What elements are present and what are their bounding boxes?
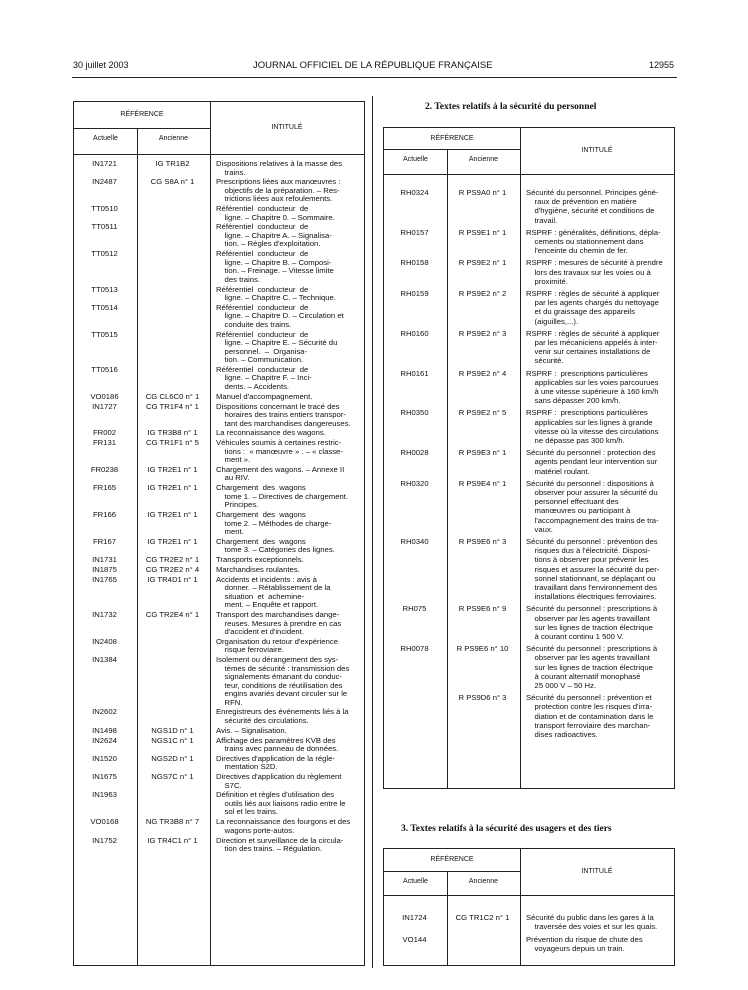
intitule-text: Sécurité du personnel : protection des agents pendant leur intervention sur matériel roulant. <box>526 448 658 476</box>
intitule-header: INTITULÉ <box>271 124 303 131</box>
ref-ancienne: NGS1D n° 1 <box>151 725 194 735</box>
intitule-text: Prescriptions liées aux manœuvres : objectifs de la préparation. – Res- trictions liées aux refoulements. <box>216 177 341 204</box>
intitule-text: Isolement ou dérangement des sys- tèmes de sécurité : transmission des signalements émanant du conduc- teur, conditions de réutilisation des engins avariés devant circuler sur le RFN. <box>216 655 350 707</box>
ref-ancienne: IG TR2E1 n° 1 <box>147 536 198 546</box>
intitule-text: Affichage des paramètres KVB des trains avec panneau de données. <box>216 735 339 754</box>
reference-header: RÉFÉRENCE <box>120 111 164 118</box>
ref-actuelle: RH0161 <box>400 368 429 378</box>
intitule-text: Organisation du retour d'expérience risque ferroviaire. <box>216 636 338 655</box>
ref-actuelle: IN1752 <box>92 835 117 845</box>
intitule-text: Directives d'application du règlement S7C. <box>216 772 342 790</box>
ref-ancienne: IG TR2E1 n° 1 <box>147 483 198 493</box>
ref-ancienne: R PS9E2 n° 1 <box>458 258 507 268</box>
intitule-text: Sécurité du personnel : prévention des risques dus à l'électricité. Disposi- tions à observer pour prévenir les risques et assurer la sécurité du per- sonnel stationnant, se déplaçant ou travaillant dans l'environnement des installations électriques ferroviaires. <box>526 537 660 602</box>
ref-actuelle: IN1765 <box>92 574 117 584</box>
ref-ancienne: CG TR1F1 n° 5 <box>146 438 199 448</box>
ref-ancienne: IG TR2E1 n° 1 <box>147 464 198 474</box>
ref-actuelle: RH0340 <box>400 537 429 546</box>
ref-actuelle: IN1721 <box>92 159 117 168</box>
ref-ancienne: NGS2D n° 1 <box>151 753 194 763</box>
ref-actuelle: FR166 <box>92 510 117 520</box>
ref-ancienne: CG TR1C2 n° 1 <box>455 913 510 922</box>
ref-actuelle: IN1384 <box>92 655 117 665</box>
header-divider-bottom <box>74 154 364 155</box>
intitule-text: Sécurité du personnel. Principes géné- raux de prévention en matière d'hygiène, sécurité et conditions de travail. <box>526 188 659 225</box>
ref-ancienne: IG TR4C1 n° 1 <box>147 835 198 845</box>
intitule-text: Enregistreurs des événements liés à la sécurité des circulations. <box>216 707 349 725</box>
section2-title: 2. Textes relatifs à la sécurité du personnel <box>425 102 597 112</box>
ref-actuelle: TT0516 <box>91 364 118 374</box>
intitule-text: Dispositions concernant le tracé des horaires des trains entiers transpor- tant des marchandises dangereuses. <box>216 401 351 428</box>
ref-ancienne: R PS9E3 n° 1 <box>458 448 507 458</box>
header-rule <box>72 77 677 78</box>
intitule-text: Référentiel conducteur de ligne. – Chapitre A. – Signalisa- tion. – Règles d'exploitation. <box>216 222 332 249</box>
journal-title: JOURNAL OFFICIEL DE LA RÉPUBLIQUE FRANÇAISE <box>253 60 493 71</box>
ref-actuelle: TT0510 <box>91 204 118 214</box>
section3-title: 3. Textes relatifs à la sécurité des usagers et des tiers <box>401 824 612 834</box>
ref-actuelle: IN2602 <box>92 707 117 717</box>
ancienne-header: Ancienne <box>468 156 499 163</box>
intitule-text: Sécurité du public dans les gares à la traversée des voies et sur les quais. <box>526 913 658 931</box>
intitule-text: Référentiel conducteur de ligne. – Chapitre E. – Sécurité du personnel. – Organisa- tion. – Communication. <box>216 329 338 365</box>
intitule-text: Transports exceptionnels. <box>216 555 304 565</box>
ref-actuelle: RH0157 <box>400 227 429 237</box>
ref-actuelle: TT0514 <box>91 302 118 312</box>
ref-actuelle: VO0168 <box>90 817 119 827</box>
intitule-text: Sécurité du personnel : prescriptions à observer par les agents travaillant sur les lignes de traction électrique à courant alternatif monophasé 25 000 V – 50 Hz. <box>526 644 658 690</box>
header-divider-reference <box>384 871 520 872</box>
actuelle-header: Actuelle <box>403 878 428 885</box>
ref-actuelle: IN2624 <box>92 735 117 745</box>
intitule-text: RSPRF : règles de sécurité à appliquer par les mécaniciens appelés à inter- venir sur certaines installations de sécurité. <box>526 328 660 366</box>
ref-actuelle: FR167 <box>92 536 117 546</box>
ref-actuelle: IN1732 <box>92 610 117 619</box>
reference-header: RÉFÉRENCE <box>430 135 474 142</box>
ref-ancienne: NGS7C n° 1 <box>151 772 194 782</box>
intitule-text: Référentiel conducteur de ligne. – Chapitre D. – Circulation et conduite des trains. <box>216 302 344 329</box>
intitule-text: Référentiel conducteur de ligne. – Chapitre 0. – Sommaire. <box>216 204 335 222</box>
header-divider-reference <box>384 149 520 150</box>
ref-actuelle: IN1498 <box>92 725 117 735</box>
header-divider-bottom <box>384 174 674 175</box>
ref-actuelle: RH0078 <box>400 644 429 654</box>
ref-actuelle: RH0320 <box>400 478 429 488</box>
ref-actuelle: RH0158 <box>400 258 429 268</box>
ref-ancienne: NG TR3B8 n° 7 <box>145 817 200 827</box>
intitule-text: Sécurité du personnel : prescriptions à observer par les agents travaillant sur les lignes de traction électrique à courant continu 1 500 V. <box>526 604 658 641</box>
page-number: 12955 <box>649 60 675 70</box>
ref-ancienne: CG CL6C0 n° 1 <box>145 391 200 401</box>
ref-ancienne: R PS9E2 n° 5 <box>458 408 507 418</box>
ref-actuelle: RH0160 <box>400 328 429 338</box>
intitule-text: Marchandises roulantes. <box>216 564 300 574</box>
intitule-text: RSPRF : généralités, définitions, dépla- cements ou stationnement dans l'enceinte du chemin de fer. <box>526 227 661 256</box>
ref-ancienne: R PS9D6 n° 3 <box>458 693 507 703</box>
intitule-text: Avis. – Signalisation. <box>216 725 287 735</box>
ref-actuelle: VO144 <box>402 935 427 944</box>
intitule-text: Référentiel conducteur de ligne. – Chapitre B. – Composi- tion. – Freinage. – Vitesse limite des trains. <box>216 249 334 284</box>
ref-ancienne: R PS9E2 n° 3 <box>458 328 507 338</box>
intitule-text: Prévention du risque de chute des voyageurs depuis un train. <box>526 935 643 953</box>
ref-actuelle: FR0238 <box>90 464 119 474</box>
actuelle-header: Actuelle <box>93 135 118 142</box>
ref-ancienne: IG TR1B2 <box>155 159 190 168</box>
ref-actuelle: FR165 <box>92 483 117 493</box>
col-divider-intitule <box>520 128 521 788</box>
intitule-text: RSPRF : prescriptions particulières applicables sur les voies parcourues à une vitesse supérieure à 160 km/h sans dépasser 200 km/h. <box>526 368 659 406</box>
actuelle-header: Actuelle <box>403 156 428 163</box>
ref-ancienne: CG TR2E2 n° 1 <box>145 555 200 565</box>
ref-ancienne: CG TR2E4 n° 1 <box>145 610 200 619</box>
intitule-text: Chargement des wagons tome 3. – Catégories des lignes. <box>216 536 335 555</box>
ref-ancienne: IG TR4D1 n° 1 <box>147 574 198 584</box>
ref-ancienne: CG TR1F4 n° 1 <box>146 401 199 411</box>
intitule-text: Chargement des wagons tome 1. – Directives de chargement. Principes. <box>216 483 349 510</box>
ref-actuelle: IN2408 <box>92 636 117 646</box>
ref-ancienne: R PS9E2 n° 4 <box>458 368 507 378</box>
ref-ancienne: R PS9E6 n° 9 <box>458 604 507 614</box>
intitule-text: Direction et surveillance de la circula- tion des trains. – Régulation. <box>216 835 344 854</box>
ref-actuelle: IN2487 <box>92 177 117 187</box>
ref-actuelle: IN1875 <box>92 564 117 574</box>
intitule-header: INTITULÉ <box>581 868 613 875</box>
page-date: 30 juillet 2003 <box>73 60 129 70</box>
ancienne-header: Ancienne <box>468 878 499 885</box>
ref-ancienne: R PS9E6 n° 10 <box>456 644 509 654</box>
reference-header: RÉFÉRENCE <box>430 856 474 863</box>
ref-actuelle: RH0028 <box>400 448 429 458</box>
intitule-text: Sécurité du personnel : dispositions à observer pour assurer la sécurité du personnel effectuant des manœuvres ou participant à l'accompagnement des trains de tra- vaux. <box>526 478 659 534</box>
col-divider-intitule <box>210 102 211 965</box>
ref-ancienne: CG TR2E2 n° 4 <box>145 564 200 574</box>
ref-actuelle: RH075 <box>402 604 427 614</box>
ref-actuelle: IN1727 <box>92 401 117 411</box>
intitule-text: Chargement des wagons. – Annexe II au RIV. <box>216 464 345 483</box>
intitule-text: La reconnaissance des fourgons et des wagons porte-autos. <box>216 817 351 835</box>
intitule-text: Chargement des wagons tome 2. – Méthodes de charge- ment. <box>216 510 332 537</box>
ref-ancienne: R PS9E6 n° 3 <box>458 537 507 546</box>
ref-actuelle: TT0515 <box>91 329 118 339</box>
intitule-text: Transport des marchandises dange- reuses. Mesures à prendre en cas d'accident et d'incident. <box>216 610 342 637</box>
ref-actuelle: IN1675 <box>92 772 117 782</box>
ref-actuelle: IN1731 <box>92 555 117 565</box>
ref-actuelle: TT0511 <box>91 222 118 232</box>
intitule-text: RSPRF : règles de sécurité à appliquer par les agents chargés du nettoyage et du graissage des appareils (aiguilles,...). <box>526 289 660 326</box>
header-divider-reference <box>74 128 210 129</box>
ancienne-header: Ancienne <box>158 135 189 142</box>
column-separator <box>372 96 373 968</box>
intitule-text: RSPRF : mesures de sécurité à prendre lors des travaux sur les voies ou à proximité. <box>526 258 663 286</box>
intitule-text: Dispositions relatives à la masse des trains. <box>216 159 343 177</box>
col-divider-intitule <box>520 849 521 965</box>
intitule-text: Véhicules soumis à certaines restric- tions : « manœuvre » . – « classe- ment ». <box>216 438 343 465</box>
ref-actuelle: IN1520 <box>92 753 117 763</box>
ref-ancienne: R PS9E4 n° 1 <box>458 478 507 488</box>
ref-actuelle: FR002 <box>92 428 117 438</box>
ref-actuelle: TT0512 <box>91 249 118 259</box>
ref-ancienne: R PS9A0 n° 1 <box>458 188 507 197</box>
header-divider-bottom <box>384 895 674 896</box>
ref-actuelle: RH0350 <box>400 408 429 418</box>
intitule-text: Référentiel conducteur de ligne. – Chapitre C. – Technique. <box>216 284 336 303</box>
intitule-text: Définition et règles d'utilisation des outils liés aux liaisons radio entre le sol et les trains. <box>216 790 346 817</box>
intitule-text: Référentiel conducteur de ligne. – Chapitre F. – Inci- dents. – Accidents. <box>216 364 312 391</box>
intitule-text: Accidents et incidents : avis à donner. – Rétablissement de la situation et achemine- ment. – Enquête et rapport. <box>216 574 331 610</box>
ref-ancienne: IG TR2E1 n° 1 <box>147 510 198 520</box>
intitule-text: Manuel d'accompagnement. <box>216 391 313 401</box>
intitule-text: Sécurité du personnel : prévention et protection contre les risques d'irra- diation et de contamination dans le transport ferroviaire des marchan- dises radioactives. <box>526 693 654 739</box>
ref-actuelle: FR131 <box>92 438 117 448</box>
ref-ancienne: NGS1C n° 1 <box>151 735 194 745</box>
ref-actuelle: VO0186 <box>90 391 119 401</box>
ref-actuelle: RH0159 <box>400 289 429 298</box>
col-divider-actuelle <box>447 149 448 788</box>
ref-actuelle: IN1963 <box>92 790 117 800</box>
ref-ancienne: R PS9E1 n° 1 <box>458 227 507 237</box>
ref-ancienne: CG S8A n° 1 <box>150 177 195 187</box>
ref-ancienne: IG TR3B8 n° 1 <box>147 428 198 438</box>
intitule-text: Directives d'application de la régle- mentation S2D. <box>216 753 335 772</box>
intitule-text: La reconnaissance des wagons. <box>216 428 326 438</box>
ref-actuelle: RH0324 <box>400 188 429 197</box>
ref-actuelle: IN1724 <box>402 913 427 922</box>
intitule-header: INTITULÉ <box>581 147 613 154</box>
intitule-text: RSPRF : prescriptions particulières applicables sur les lignes à grande vitesse où la vitesse des circulations ne dépasse pas 300 km/h. <box>526 408 659 445</box>
ref-actuelle: TT0513 <box>91 284 118 294</box>
ref-ancienne: R PS9E2 n° 2 <box>458 289 507 298</box>
